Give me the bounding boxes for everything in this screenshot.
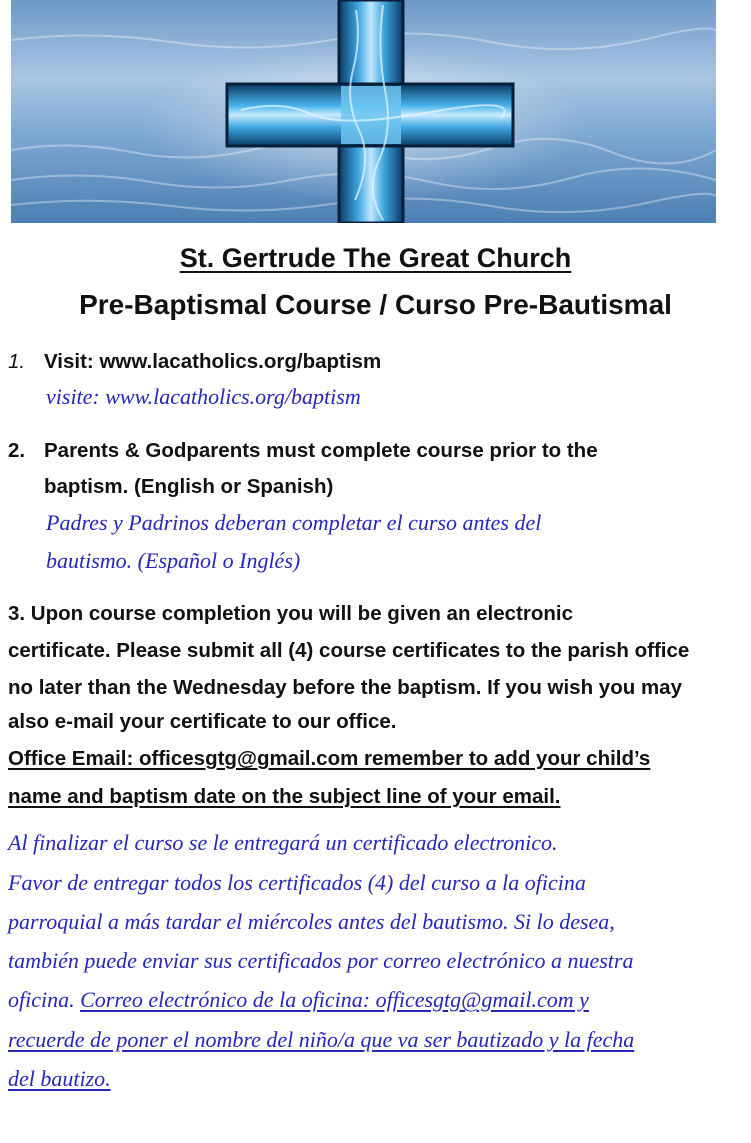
step-1-spanish: visite: www.lacatholics.org/baptism bbox=[46, 384, 361, 409]
step-3-english-line-3: no later than the Wednesday before the baptism. If you wish you may bbox=[8, 676, 682, 699]
step-3-english-line-2: certificate. Please submit all (4) course certificates to the parish office bbox=[8, 639, 690, 662]
step-1-english: Visit: www.lacatholics.org/baptism bbox=[44, 350, 382, 373]
step-2-english-line-1: Parents & Godparents must complete course prior to the bbox=[44, 439, 598, 462]
step-3-spanish-line-1: Al finalizar el curso se le entregará un certificado electronico. bbox=[8, 830, 558, 855]
church-name: St. Gertrude The Great Church bbox=[179, 243, 572, 273]
step-3-english-line-4: also e-mail your certificate to our office. bbox=[8, 710, 397, 733]
office-email-line-1[interactable]: Office Email: officesgtg@gmail.com remember to add your child’s bbox=[8, 747, 651, 770]
step-3-spanish-line-2: Favor de entregar todos los certificados (4) del curso a la oficina bbox=[8, 870, 586, 895]
step-2-spanish-line-2: bautismo. (Español o Inglés) bbox=[46, 548, 301, 573]
step-3-spanish-line-6: recuerde de poner el nombre del niño/a que va ser bautizado y la fecha bbox=[8, 1027, 635, 1052]
step-2-spanish-line-1: Padres y Padrinos deberan completar el curso antes del bbox=[46, 510, 542, 535]
cross-icon bbox=[11, 0, 716, 223]
step-3-spanish-line-5 bbox=[8, 987, 589, 1013]
step-2-english-line-2: baptism. (English or Spanish) bbox=[44, 475, 334, 498]
spanish-office-email[interactable]: Correo electrónico de la oficina: officesgtg@gmail.com y bbox=[80, 987, 589, 1012]
step-3-spanish-line-3: parroquial a más tardar el miércoles antes del bautismo. Si lo desea, bbox=[8, 909, 615, 934]
step-3-english-line-1: 3. Upon course completion you will be given an electronic bbox=[8, 602, 574, 625]
step-3-spanish-line-4: también puede enviar sus certificados por correo electrónico a nuestra bbox=[8, 948, 634, 973]
step-1-number: 1. bbox=[8, 350, 26, 373]
step-3-spanish-line-7: del bautizo. bbox=[8, 1066, 111, 1091]
spanish-office-label: oficina. bbox=[8, 987, 81, 1012]
office-email-line-2: name and baptism date on the subject line of your email. bbox=[8, 785, 561, 808]
water-cross-image bbox=[11, 0, 716, 223]
step-2-number: 2. bbox=[8, 439, 26, 462]
course-title: Pre-Baptismal Course / Curso Pre-Bautismal bbox=[79, 289, 672, 320]
